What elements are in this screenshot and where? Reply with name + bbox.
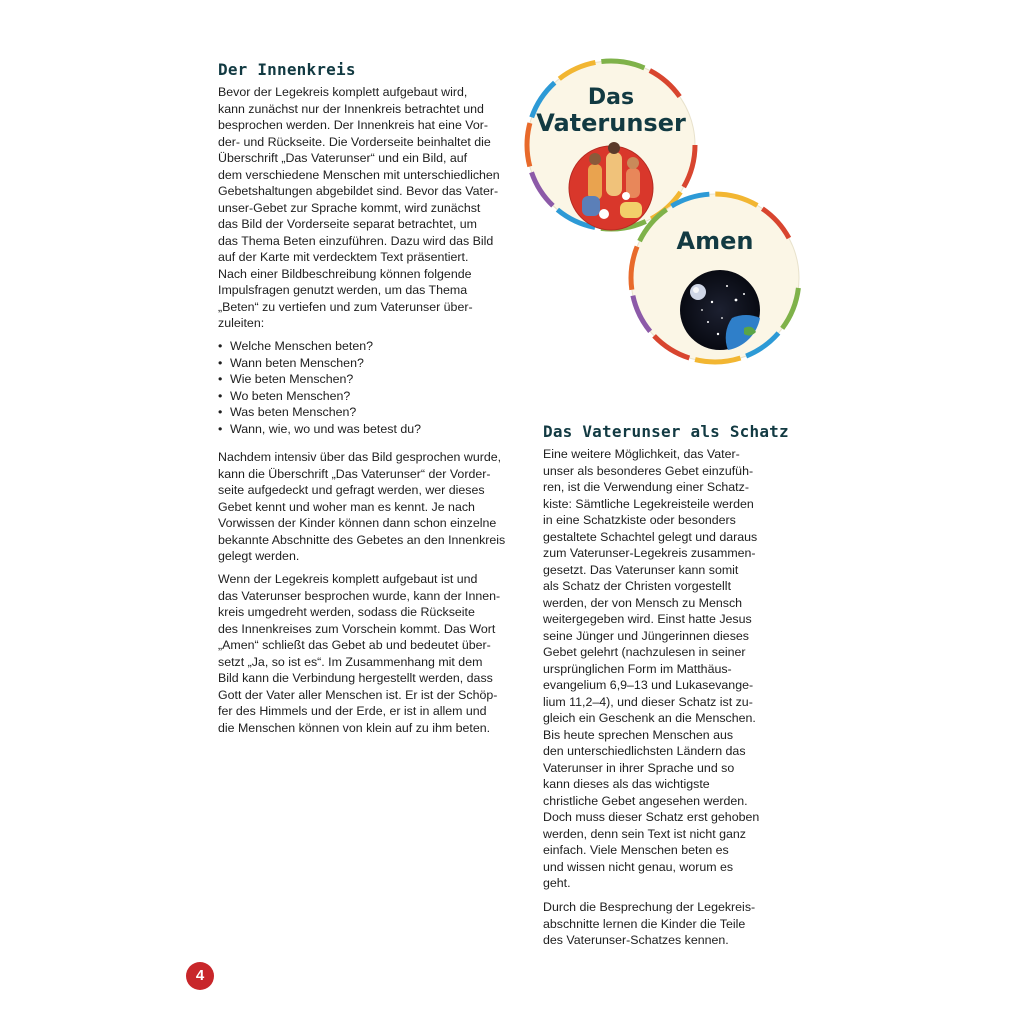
space-image	[680, 270, 760, 350]
front-card	[527, 61, 695, 230]
list-item: • Welche Menschen beten?	[218, 338, 518, 355]
back-card-title: Amen	[676, 227, 754, 255]
list-item: • Wo beten Menschen?	[218, 388, 518, 405]
front-card-title-line1: Das	[587, 85, 635, 110]
paragraph-schatz-conclusion: Durch die Besprechung der Legekreis- abschnitte lernen die Kinder die Teile des Vaterunser-Schatzes kennen.	[543, 900, 756, 947]
paragraph-amen: Wenn der Legekreis komplett aufgebaut ist und das Vaterunser besprochen wurde, kann der Innen- kreis umgedreht werden, sodass die Rückseite des Innenkreises zum Vorschein kommt. Das Wort „Amen“ schließt das Gebet ab und bedeutet über- setzt „Ja, so ist es“. Im Zusammenhang mit dem Bild kann die Verbindung hergestellt werden, dass Gott der Vater aller Menschen ist. Er ist der Schöp- fer des Himmels und der Erde, er ist in allem und die Menschen können von klein auf zu ihm beten.	[218, 572, 501, 735]
card-illustration	[522, 56, 812, 376]
heading-innenkreis: Der Innenkreis	[218, 60, 356, 79]
question-list	[218, 338, 518, 437]
list-item: • Was beten Menschen?	[218, 404, 518, 421]
list-item: • Wann beten Menschen?	[218, 355, 518, 372]
paragraph-after-image: Nachdem intensiv über das Bild gesprochen wurde, kann die Überschrift „Das Vaterunser“ der Vorder- seite aufgedeckt und gefragt werden, wer dieses Gebet kennt und woher man es kennt. Je nach Vorwissen der Kinder können dann schon einzelne bekannte Abschnitte des Gebetes an den Innenkreis gelegt werden.	[218, 450, 506, 563]
list-item: • Wie beten Menschen?	[218, 371, 518, 388]
back-card	[631, 194, 799, 362]
paragraph-intro: Bevor der Legekreis komplett aufgebaut wird, kann zunächst nur der Innenkreis betrachtet und besprochen werden. Der Innenkreis hat eine Vor- der- und Rückseite. Die Vorderseite beinhaltet die Überschrift „Das Vaterunser“ und ein Bild, auf dem verschiedene Menschen mit unterschiedlichen Gebetshaltungen abgebildet sind. Bevor das Vater- unser-Gebet zur Sprache kommt, wird zunächst das Bild der Vorderseite separat betrachtet, um das Thema Beten einzuführen. Dazu wird das Bild auf der Karte mit verdecktem Text präsentiert. Nach einer Bildbeschreibung können folgende Impulsfragen genutzt werden, um das Thema „Beten“ zu vertiefen und zum Vaterunser über- zuleiten:	[218, 85, 500, 330]
paragraph-schatz: Eine weitere Möglichkeit, das Vater- unser als besonderes Gebet einzufüh- ren, ist die Verwendung einer Schatz- kiste: Sämtliche Legekreisteile werden in eine Schatzkiste oder besonders gestaltete Schachtel gelegt und daraus zum Vaterunser-Legekreis zusammen- gesetzt. Das Vaterunser kann somit als Schatz der Christen vorgestellt werden, der von Mensch zu Mensch weitergegeben wird. Einst hatte Jesus seine Jünger und Jüngerinnen dieses Gebet gelehrt (nachzulesen in seiner ursprünglichen Form im Matthäus- evangelium 6,9–13 und Lukasevange- lium 11,2–4), und dieser Schatz ist zu- gleich ein Geschenk an die Menschen. Bis heute sprechen Menschen aus den unterschiedlichsten Ländern das Vaterunser in ihrer Sprache und so kann dieses als das wichtigste christliche Gebet angesehen werden. Doch muss dieser Schatz erst gehoben werden, denn sein Text ist nicht ganz einfach. Viele Menschen beten es und wissen nicht genau, worum es geht.	[543, 447, 760, 890]
heading-schatz: Das Vaterunser als Schatz	[543, 422, 789, 441]
front-card-title-line2: Vaterunser	[536, 109, 686, 137]
page-number-badge: 4	[186, 962, 214, 990]
list-item: • Wann, wie, wo und was betest du?	[218, 421, 518, 438]
